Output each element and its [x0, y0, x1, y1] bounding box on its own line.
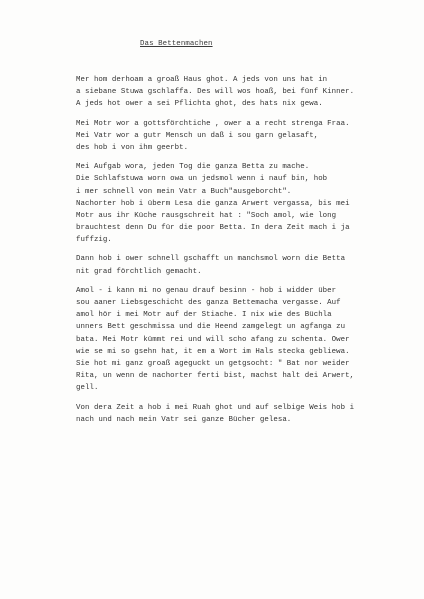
document-body	[76, 74, 416, 433]
text-line: fuffzig.	[76, 236, 112, 245]
paragraph-parents	[76, 118, 416, 155]
text-line: des hob i von ihm geerbt.	[76, 143, 189, 152]
text-line: unners Bett geschmissa und die Heend zamgelegt un agfanga zu	[76, 323, 346, 332]
text-line: Dann hob i ower schnell gschafft un manchsmol worn die Betta	[76, 255, 346, 264]
text-line: A jeds hot ower a sei Pflichta ghot, des hats nix gewa.	[76, 100, 323, 109]
text-line: nach und nach mein Vatr sei ganze Bücher gelesa.	[76, 415, 292, 424]
text-line: bata. Mei Motr kümmt rei und will scho afang zu schenta. Ower	[76, 335, 350, 344]
text-line: nit grad förchtlich gemacht.	[76, 267, 202, 276]
text-line: a siebane Stuwa gschlaffa. Des will wos hoaß, bei fünf Kinner.	[76, 88, 355, 97]
text-line: Von dera Zeit a hob i mei Ruah ghot und auf selbige Weis hob i	[76, 403, 355, 412]
paragraph-story	[76, 285, 416, 395]
text-line: Mei Vatr wor a gutr Mensch un daß i sou garn gelasaft,	[76, 131, 319, 140]
text-line: i mer schnell von mein Vatr a Buch"ausgeborcht".	[76, 187, 292, 196]
text-line: Mei Aufgab wora, jeden Tog die ganza Betta zu mache.	[76, 163, 310, 172]
text-line: Rita, un wenn de nachorter ferti bist, machst halt dei Arwert,	[76, 372, 355, 381]
paragraph-house	[76, 74, 416, 111]
text-line: Die Schlafstuwa worn owa un jedsmol wenn i nauf bin, hob	[76, 175, 328, 184]
text-line: amol hör i mei Motr auf der Stiache. I nix wie des Büchla	[76, 311, 332, 320]
paragraph-ending	[76, 402, 416, 426]
text-line: sou aaner Liebsgeschicht des ganza Bettemacha vergasse. Auf	[76, 299, 341, 307]
text-line: brauchtest denn Du für die poor Betta. In dera Zeit mach i ja	[76, 224, 350, 233]
text-line: Sie hot mi ganz groaß ageguckt un getgsocht: " Bat nor weider	[76, 359, 350, 368]
text-line: Nachorter hob i überm Lesa die ganza Arwert vergassa, bis mei	[76, 199, 350, 208]
text-line: Amol - i kann mi no genau drauf besinn - hob i widder über	[76, 286, 337, 295]
document-title: Das Bettenmachen	[140, 40, 213, 48]
text-line: wie se mi so gsehn hat, it em a Wort im Hals stecka gebliewa.	[76, 347, 350, 356]
text-line: Motr aus ihr Küche rausgschreit hat : "Soch amol, wie long	[76, 211, 337, 220]
text-line: Mei Motr wor a gottsförchtiche , ower a a recht strenga Fraa.	[76, 119, 350, 128]
paragraph-quick	[76, 253, 416, 277]
text-line: gell.	[76, 384, 99, 393]
text-line: Mer hom derhoam a groaß Haus ghot. A jeds von uns hat in	[76, 76, 328, 84]
paragraph-task	[76, 161, 416, 246]
